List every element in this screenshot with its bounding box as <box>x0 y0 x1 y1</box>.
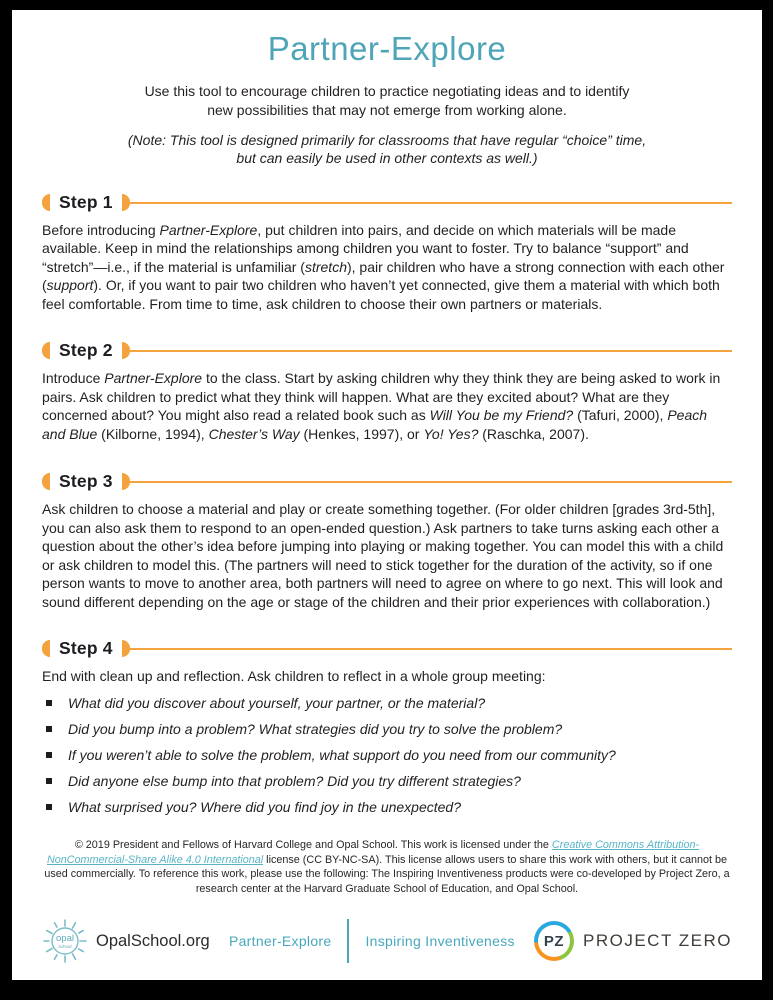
divider-line <box>130 481 732 483</box>
step-2-header <box>42 340 732 361</box>
creative-commons-link[interactable]: Creative Commons Attribution-NonCommercial-Share Alike 4.0 International <box>46 839 700 866</box>
step-1-label: Step 1 <box>59 192 113 212</box>
divider-line <box>130 202 732 204</box>
bracket-left-icon <box>42 342 50 359</box>
step-4-intro: End with clean up and reflection. Ask children to reflect in a whole group meeting: <box>42 668 546 685</box>
divider-line <box>130 350 732 352</box>
project-zero-brand <box>534 921 732 961</box>
step-4-label: Step 4 <box>59 638 113 659</box>
step-2-label: Step 2 <box>59 340 113 361</box>
intro-text <box>42 82 732 120</box>
page-title: Partner-Explore <box>267 30 507 67</box>
document-page <box>12 10 762 980</box>
bracket-left-icon <box>42 473 50 490</box>
step-3-body: Ask children to choose a material and play or create something together. (For older children [grades 3rd-5th], you can also ask them to respond to an open-ended question.) Ask partners to take turns asking each other a question about the other’s idea before jumping into playing or making together. You can model this with a child or ask children to model this. (The partners will need to stick together for the duration of the activity, so if one person wants to move to another area, both partners will need to agree on where to go next. This will look and sound different depending on the age or stage of the children and their prior experiences with collaboration.) <box>42 501 724 610</box>
step-3-section <box>42 471 732 611</box>
list-item: What did you discover about yourself, your partner, or the material? <box>42 694 732 712</box>
page-bottom <box>42 838 732 964</box>
note-text <box>42 131 732 169</box>
step-3-label: Step 3 <box>59 471 113 492</box>
divider-line <box>130 648 732 650</box>
step-1-body: Before introducing Partner-Explore, put children into pairs, and decide on which materials will be made available. Keep in mind the relationships among children you want to foster. Try to balance “support” and “stretch”—i.e., if the material is unfamiliar (stretch), pair children who have a strong connection with each other (support). Or, if you want to pair two children who haven’t yet connected, give them a material with which both feel comfortable. From time to time, ask children to choose their own partners or materials. <box>42 222 725 312</box>
intro-line: Use this tool to encourage children to practice negotiating ideas and to identify <box>144 83 630 99</box>
square-bullet-icon <box>46 726 52 732</box>
step-1-header <box>42 192 732 213</box>
list-item: If you weren’t able to solve the problem, what support do you need from our community? <box>42 746 732 764</box>
bracket-right-icon <box>122 194 130 211</box>
opal-site-link[interactable]: OpalSchool.org <box>96 931 210 950</box>
step-4-section <box>42 638 732 816</box>
note-line: but can easily be used in other contexts as well.) <box>236 150 538 167</box>
vertical-divider <box>347 919 349 963</box>
intro-line: new possibilities that may not emerge from working alone. <box>207 101 567 118</box>
footer-tool-labels <box>229 919 515 963</box>
square-bullet-icon <box>46 804 52 810</box>
step-1-section <box>42 192 732 313</box>
footer-tool-name: Partner-Explore <box>228 933 332 949</box>
footer <box>42 918 732 964</box>
bracket-right-icon <box>122 473 130 490</box>
list-item: What surprised you? Where did you find joy in the unexpected? <box>42 798 732 816</box>
opal-logo-text: opal <box>56 933 74 944</box>
opal-logo-subtext: school <box>58 944 72 949</box>
square-bullet-icon <box>46 700 52 706</box>
list-item: Did anyone else bump into that problem? Did you try different strategies? <box>42 772 732 790</box>
square-bullet-icon <box>46 752 52 758</box>
step-2-body: Introduce Partner-Explore to the class. Start by asking children why they think they are being asked to work in pairs. Ask children to predict what they think will happen. What are they excited about? What are they concerned about? You might also read a related book such as Will You be my Friend? (Tafuri, 2000), Peach and Blue (Kilborne, 1994), Chester’s Way (Henkes, 1997), or Yo! Yes? (Raschka, 2007). <box>42 370 721 442</box>
license-text: © 2019 President and Fellows of Harvard College and Opal School. This work is licensed under the Creative Commons Attribution-NonCommercial-Share Alike 4.0 International license (CC BY-NC-SA). This license allows users to share this work with others, but it cannot be used commercially. To reference this work, please use the following: The Inspiring Inventiveness products were co-developed by Project Zero, a research center at the Harvard Graduate School of Education, and Opal School. <box>44 839 730 895</box>
step-2-section <box>42 340 732 443</box>
square-bullet-icon <box>46 778 52 784</box>
bracket-right-icon <box>122 342 130 359</box>
opal-school-logo <box>42 918 88 964</box>
project-zero-name: PROJECT ZERO <box>583 931 732 950</box>
bracket-left-icon <box>42 194 50 211</box>
opal-school-brand <box>42 918 210 964</box>
bracket-left-icon <box>42 640 50 657</box>
bracket-right-icon <box>122 640 130 657</box>
step-3-header <box>42 471 732 492</box>
project-zero-logo <box>534 921 574 961</box>
note-line: (Note: This tool is designed primarily for classrooms that have regular “choice” time, <box>127 131 647 148</box>
pz-badge: PZ <box>538 925 570 957</box>
step-4-header <box>42 638 732 659</box>
reflection-questions-list <box>42 694 732 817</box>
list-item: Did you bump into a problem? What strategies did you try to solve the problem? <box>42 720 732 738</box>
footer-series-name: Inspiring Inventiveness <box>365 933 515 949</box>
